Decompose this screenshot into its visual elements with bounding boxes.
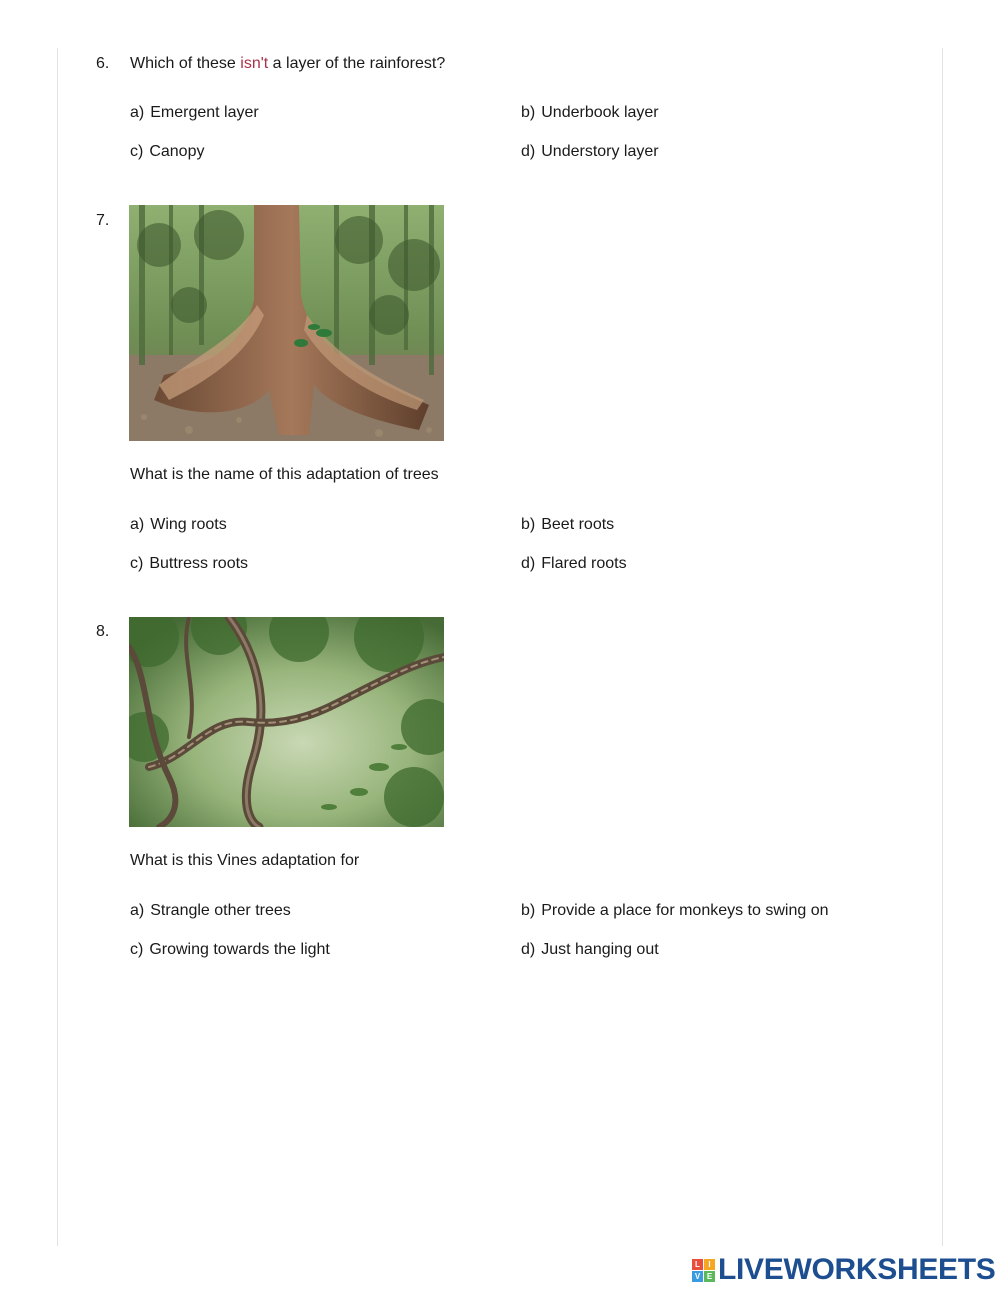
question-8-number: 8. [96, 623, 110, 640]
logo-mark-icon [692, 1259, 715, 1282]
q8-option-c[interactable] [130, 941, 330, 959]
option-letter: a) [130, 104, 145, 121]
prompt-part: Which of these [130, 55, 241, 72]
option-text: Emergent layer [150, 104, 259, 121]
q8-option-a[interactable] [130, 902, 291, 920]
logo-text: LIVEWORKSHEETS [718, 1253, 996, 1286]
option-text: Strangle other trees [150, 902, 291, 919]
option-letter: d) [521, 555, 536, 572]
option-text: Growing towards the light [149, 941, 330, 958]
option-letter: c) [130, 555, 144, 572]
logo-mark-letter: L [692, 1259, 703, 1270]
left-margin-line [57, 48, 58, 1246]
option-text: Understory layer [541, 143, 659, 160]
logo-mark-letter: E [704, 1271, 715, 1282]
prompt-highlight: isn't [240, 55, 269, 72]
option-letter: a) [130, 516, 145, 533]
option-text: Beet roots [541, 516, 615, 533]
option-letter: d) [521, 143, 536, 160]
q7-option-d[interactable] [521, 555, 627, 573]
q7-option-c[interactable] [130, 555, 248, 573]
option-text: Canopy [149, 143, 205, 160]
prompt-part: a layer of the rainforest? [268, 55, 446, 72]
option-letter: a) [130, 902, 145, 919]
question-7-number: 7. [96, 212, 110, 229]
q6-option-d[interactable] [521, 143, 659, 161]
option-text: Wing roots [150, 516, 227, 533]
option-letter: c) [130, 941, 144, 958]
q6-option-b[interactable] [521, 104, 659, 122]
option-letter: b) [521, 902, 536, 919]
q6-option-a[interactable] [130, 104, 259, 122]
question-6-prompt [130, 55, 445, 73]
option-text: Flared roots [541, 555, 627, 572]
logo-mark-letter: I [704, 1259, 715, 1270]
buttress-roots-photo [129, 205, 444, 441]
option-letter: b) [521, 516, 536, 533]
q6-option-c[interactable] [130, 143, 204, 161]
q7-option-b[interactable] [521, 516, 614, 534]
question-6-number: 6. [96, 55, 110, 72]
liveworksheets-logo[interactable] [692, 1253, 996, 1286]
vines-photo [129, 617, 444, 827]
option-text: Buttress roots [149, 555, 249, 572]
option-text: Just hanging out [541, 941, 659, 958]
logo-mark-letter: V [692, 1271, 703, 1282]
option-text: Underbook layer [541, 104, 659, 121]
question-7-prompt: What is the name of this adaptation of trees [130, 466, 439, 483]
option-letter: c) [130, 143, 144, 160]
option-text: Provide a place for monkeys to swing on [541, 902, 829, 919]
question-8-prompt: What is this Vines adaptation for [130, 852, 360, 869]
q8-option-d[interactable] [521, 941, 659, 959]
right-margin-line [942, 48, 943, 1246]
q8-option-b[interactable] [521, 902, 829, 920]
q7-option-a[interactable] [130, 516, 227, 534]
option-letter: d) [521, 941, 536, 958]
option-letter: b) [521, 104, 536, 121]
